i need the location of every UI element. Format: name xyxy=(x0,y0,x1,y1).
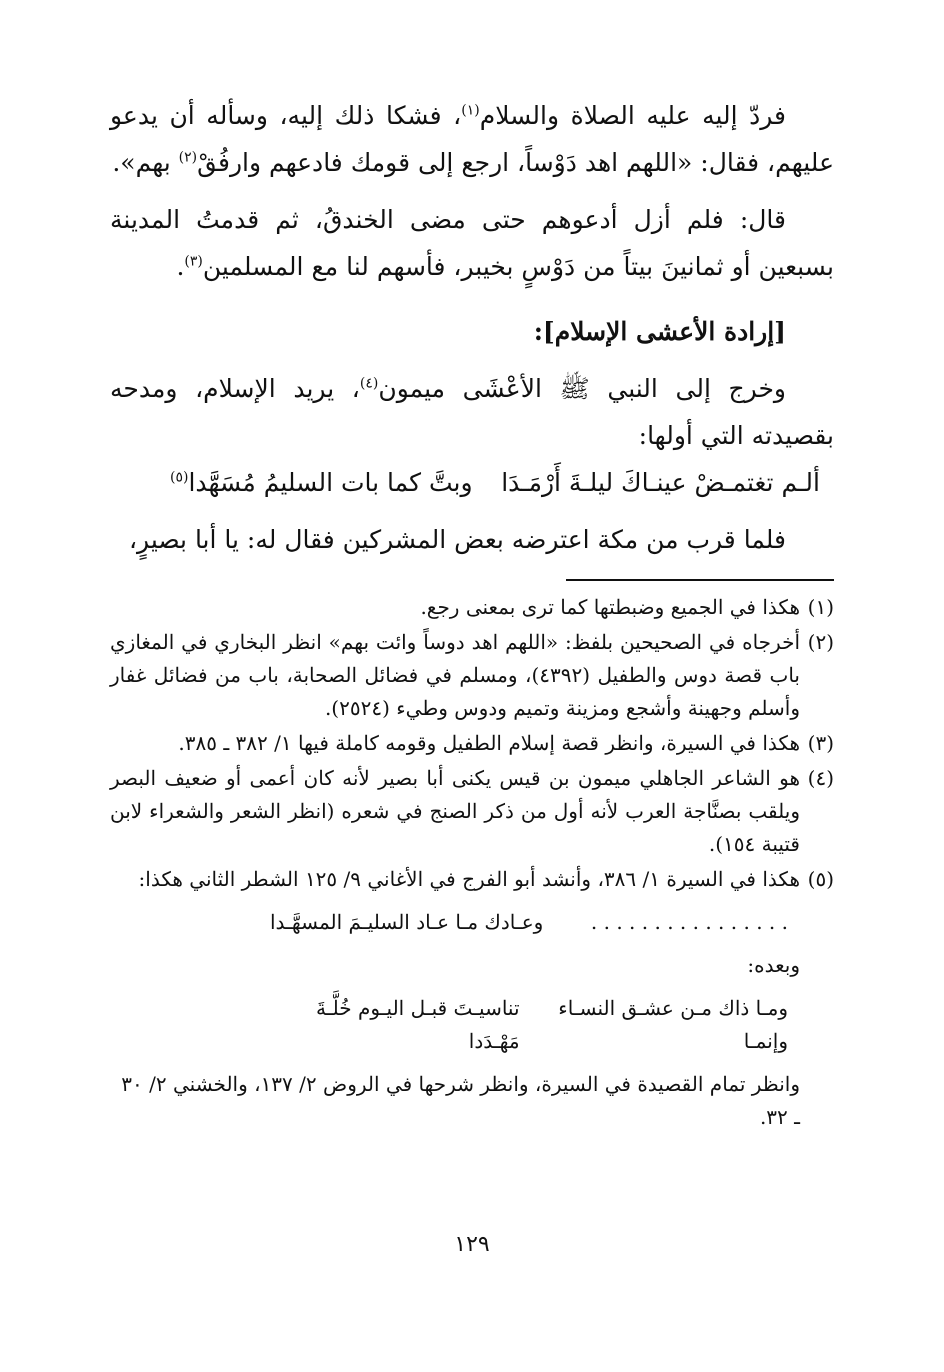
poem-verse xyxy=(110,459,834,506)
footnote-verse-1 xyxy=(110,906,834,939)
text-run: ، فشكا ذلك إليه، وسأله أن يدعو عليهم، فقال: «اللهم اهد دَوْساً، ارجع إلى قومك فادعهم وارفُقْ xyxy=(110,101,834,177)
footnote-text: هو الشاعر الجاهلي ميمون بن قيس يكنى أبا بصير لأنه كان أعمى أو ضعيف البصر ويلقب بصنَّاجة العرب لأنه أول من ذكر الصنج في شعره (انظر الشعر والشعراء لابن قتيبة ١٥٤). xyxy=(110,766,800,856)
verse-hemistich-right: ألـم تغتمـضْ عينـاكَ ليلـةَ أَرْمَـدَا xyxy=(501,468,820,497)
footnote-3 xyxy=(110,727,834,760)
footnote-number: (١) xyxy=(807,595,834,619)
footnote-number: (٢) xyxy=(807,630,834,654)
text-run: قال: فلم أزل أدعوهم حتى مضى الخندقُ، ثم قدمتُ المدينة بسبعين أو ثمانينَ بيتاً من دَوْسٍ بخيبر، فأسهم لنا مع المسلمين xyxy=(110,205,834,281)
verse-hemistich-left: تناسيـتَ قبـل اليـوم خُلَّـةَ مَهْـدَدا xyxy=(316,996,520,1053)
main-text xyxy=(110,92,834,563)
page-number: ١٢٩ xyxy=(454,1232,490,1257)
footnote-1 xyxy=(110,591,834,624)
footnote-ref[interactable]: (٣) xyxy=(184,253,203,270)
text-run: ، يريد الإسلام، ومدحه بقصيدته التي أولها: xyxy=(110,374,834,450)
footnote-divider xyxy=(566,579,834,581)
verse-hemistich-right: . . . . . . . . . . . . . . . . xyxy=(590,910,788,934)
footnote-number: (٥) xyxy=(807,867,834,891)
text-run: . xyxy=(176,252,185,281)
footnote-ref[interactable]: (٥) xyxy=(170,469,189,486)
footnote-verse-2 xyxy=(110,992,834,1058)
text-run: فردّ إليه عليه الصلاة والسلام xyxy=(479,101,786,130)
paragraph-3 xyxy=(110,365,834,459)
text-run: وخرج إلى النبي ﷺ الأعْشَى ميمون xyxy=(378,374,786,403)
footnote-5-end: وانظر تمام القصيدة في السيرة، وانظر شرحها في الروض ٢/ ١٣٧، والخشني ٢/ ٣٠ ـ ٣٢. xyxy=(121,1072,800,1129)
footnote-ref[interactable]: (٤) xyxy=(359,375,379,392)
footnote-text: أخرجاه في الصحيحين بلفظ: «اللهم اهد دوساً وائت بهم» انظر البخاري في المغازي باب قصة دوس والطفيل (٤٣٩٢)، ومسلم في فضائل الصحابة، باب من فضائل غفار وأسلم وجهينة وأشجع ومزينة وتميم ودوس وطيء (٢٥٢٤). xyxy=(110,630,800,720)
footnote-text: هكذا في السيرة ١/ ٣٨٦، وأنشد أبو الفرج في الأغاني ٩/ ١٢٥ الشطر الثاني هكذا: xyxy=(138,867,800,891)
verse-hemistich-right: ومـا ذاك مـن عشـق النسـاء وإنمـا xyxy=(558,996,788,1053)
footnote-ref[interactable]: (١) xyxy=(461,102,480,119)
footnote-text: هكذا في السيرة، وانظر قصة إسلام الطفيل وقومه كاملة فيها ١/ ٣٨٢ ـ ٣٨٥. xyxy=(178,731,800,755)
footnote-4 xyxy=(110,762,834,861)
footnote-ref[interactable]: (٢) xyxy=(178,149,198,166)
footnote-text: هكذا في الجميع وضبطتها كما ترى بمعنى رجع. xyxy=(420,595,800,619)
verse-hemistich-left: وعـادك مـا عـاد السليـمَ المسهَّـدا xyxy=(270,910,544,934)
paragraph-4: فلما قرب من مكة اعترضه بعض المشركين فقال له: يا أبا بصيرٍ، xyxy=(128,525,786,554)
text-run: بهم». xyxy=(112,148,179,177)
section-heading: [إرادة الأعشى الإسلام]: xyxy=(533,317,786,346)
footnote-5 xyxy=(110,863,834,896)
text-run: وبتَّ كما بات السليمُ مُسَهَّدا xyxy=(188,468,473,497)
paragraph-1 xyxy=(110,92,834,186)
verse-hemistich-left xyxy=(170,459,473,506)
page-content xyxy=(110,92,834,1138)
footnote-number: (٤) xyxy=(807,766,834,790)
paragraph-2 xyxy=(110,196,834,290)
footnote-2 xyxy=(110,626,834,725)
footnote-5-continuation: وبعده: xyxy=(747,953,800,977)
footnote-number: (٣) xyxy=(807,731,834,755)
footnotes xyxy=(110,591,834,1134)
